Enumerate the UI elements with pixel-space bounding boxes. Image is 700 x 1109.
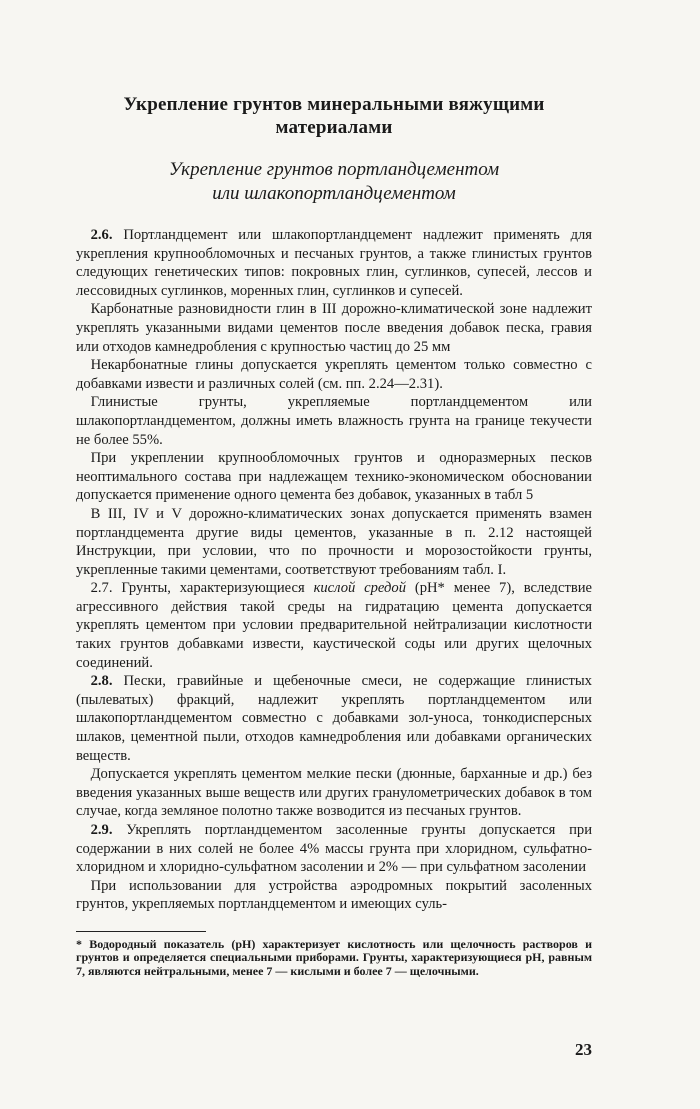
paragraph-text: Пески, гравийные и щебеночные смеси, не содержащие глинистых (пылеватых) фракций, надлежит укреплять портландцементом или шлакопортландцементом совместно с добавками зол-уноса, тонкодисперсных шлаков, цементной пыли, отходов камнедробления или добавками органических веществ.	[76, 673, 592, 764]
paragraph	[76, 877, 592, 914]
paragraph	[76, 505, 592, 579]
section-heading-line-1: Укрепление грунтов минеральными вяжущими	[123, 94, 545, 115]
paragraph	[76, 356, 592, 393]
subsection-heading-line-2: или шлакопортландцементом	[212, 183, 456, 204]
italic-term: кислой средой	[313, 580, 407, 597]
subsection-heading-line-1: Укрепление грунтов портландцементом	[168, 159, 500, 180]
footnote: * Водородный показатель (pH) характеризует кислотность или щелочность растворов и грунтов и определяется специальными приборами. Грунты, характеризующиеся pH, равным 7, являются нейтральными, менее 7 — кислыми и более 7 — щелочными.	[76, 936, 592, 978]
paragraph-text: Грунты, характеризующиеся	[121, 580, 314, 597]
section-heading	[76, 93, 592, 139]
paragraph	[76, 449, 592, 505]
paragraph-text: (pH* менее 7), вследствие агрессивного действия такой среды на гидратацию цемента допускается укреплять цементом при условии предварительной нейтрализации кислотности таких грунтов добавками извести, каустической соды или других щелочных соединений.	[76, 580, 592, 671]
paragraph-2-8	[76, 672, 592, 765]
clause-number: 2.6.	[90, 227, 113, 243]
paragraph-text: Укреплять портландцементом засоленные грунты допускается при содержании в них солей не более 4% массы грунта при хлоридном, сульфатно-хлоридном и хлоридно-сульфатном засолении и 2% — при сульфатном засолении	[76, 822, 593, 876]
section-heading-line-2: материалами	[275, 117, 393, 138]
paragraph-2-7	[76, 579, 592, 672]
paragraph	[76, 765, 592, 821]
clause-number: 2.9.	[90, 822, 113, 838]
paragraph-text: Допускается укреплять цементом мелкие пески (дюнные, барханные и др.) без введения указанных выше веществ или других гранулометрических добавок в том случае, когда земляное полотно также возводится из песчаных грунтов.	[76, 766, 592, 820]
page-number: 23	[575, 1040, 592, 1059]
paragraph-2-9	[76, 821, 592, 877]
clause-number: 2.7.	[90, 580, 113, 597]
paragraph-text: Глинистые грунты, укрепляемые портландцементом или шлакопортландцементом, должны иметь влажность грунта на границе текучести не более 55%.	[76, 394, 592, 448]
paragraph	[76, 300, 592, 356]
paragraph-2-6	[76, 226, 592, 300]
subsection-heading	[76, 158, 592, 206]
paragraph-text: Карбонатные разновидности глин в III дорожно-климатической зоне надлежит укреплять указанными видами цементов после введения добавок песка, гравия или отходов камнедробления с крупностью частиц до 25 мм	[76, 301, 592, 355]
paragraph-text: Портландцемент или шлакопортландцемент надлежит применять для укрепления крупнообломочных и песчаных грунтов, а также глинистых грунтов следующих генетических типов: покровных глин, суглинков, супесей, лессов и лессовидных суглинков, моренных глин, суглинков и супесей.	[76, 227, 592, 299]
paragraph-text: В III, IV и V дорожно-климатических зонах допускается применять взамен портландцемента другие виды цементов, указанные в п. 2.12 настоящей Инструкции, при условии, что по прочности и морозостойкости грунты, укрепленные такими цементами, соответствуют требованиям табл. I.	[76, 505, 592, 578]
paragraph-text: При укреплении крупнообломочных грунтов и одноразмерных песков неоптимального состава при надлежащем технико-экономическом обосновании допускается применение одного цемента без добавок, указанных в табл 5	[76, 450, 592, 504]
paragraph	[76, 393, 592, 449]
clause-number: 2.8.	[90, 673, 113, 690]
paragraph-text: При использовании для устройства аэродромных покрытий засоленных грунтов, укрепляемых портландцементом и имеющих суль-	[76, 877, 592, 913]
paragraph-text: Некарбонатные глины допускается укреплять цементом только совместно с добавками извести и различных солей (см. пп. 2.24—2.31).	[76, 357, 592, 392]
footnote-divider	[76, 931, 206, 932]
body-text	[76, 226, 592, 914]
